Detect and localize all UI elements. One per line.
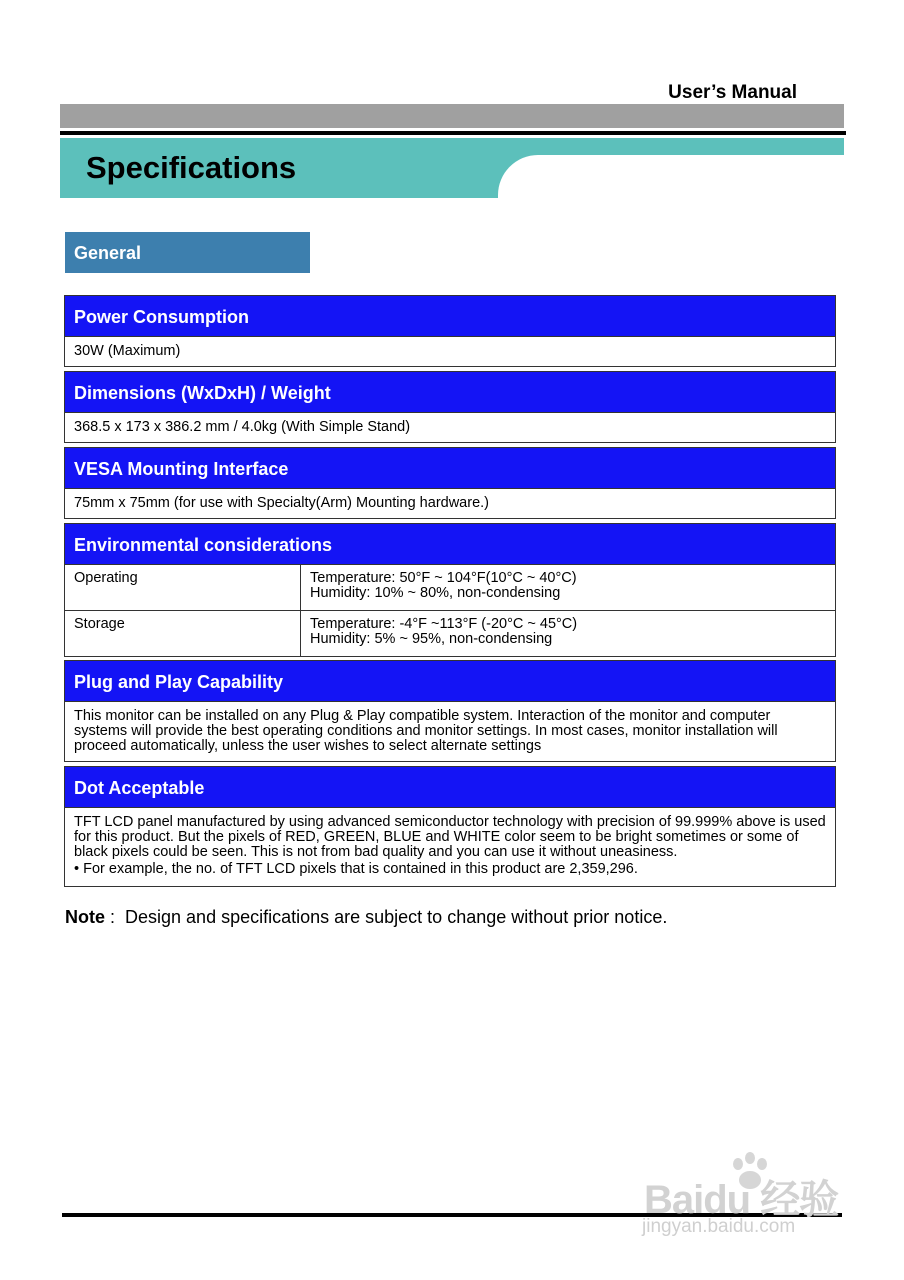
power-consumption-title: Power Consumption (65, 296, 835, 337)
note-line (65, 907, 667, 928)
watermark-sub: jingyan.baidu.com (642, 1216, 796, 1237)
vesa-value: 75mm x 75mm (for use with Specialty(Arm) Mounting hardware.) (74, 495, 489, 511)
plug-play-title: Plug and Play Capability (65, 661, 835, 702)
vesa-block (64, 447, 836, 519)
env-storage-humidity: Humidity: 5% ~ 95%, non-condensing (310, 631, 553, 647)
env-value-storage (301, 611, 835, 656)
dimensions-title: Dimensions (WxDxH) / Weight (65, 372, 835, 413)
note-text: Design and specifications are subject to change without prior notice. (125, 907, 668, 927)
dot-acceptable-body (65, 808, 835, 886)
dot-acceptable-title: Dot Acceptable (65, 767, 835, 808)
env-row-operating (65, 565, 835, 610)
header-gray-band (60, 104, 844, 128)
dimensions-value: 368.5 x 173 x 386.2 mm / 4.0kg (With Simple Stand) (74, 419, 411, 435)
power-consumption-block (64, 295, 836, 367)
vesa-title: VESA Mounting Interface (65, 448, 835, 489)
manual-title: User’s Manual (668, 82, 797, 103)
watermark-main: Baidu 经验 (644, 1178, 839, 1222)
dimensions-block (64, 371, 836, 443)
environment-title: Environmental considerations (65, 524, 835, 565)
page-title: Specifications (86, 150, 297, 185)
note-separator: : (105, 907, 126, 927)
plug-play-block (64, 660, 836, 762)
dot-acceptable-bullet: • For example, the no. of TFT LCD pixels that is contained in this product are 2,359,296. (74, 861, 638, 877)
env-operating-humidity: Humidity: 10% ~ 80%, non-condensing (310, 585, 561, 601)
section-tab-general: General (65, 232, 310, 273)
environment-block (64, 523, 836, 657)
dot-acceptable-block (64, 766, 836, 887)
env-operating-temperature: Temperature: 50°F ~ 104°F(10°C ~ 40°C) (310, 570, 577, 586)
plug-play-value: This monitor can be installed on any Plug & Play compatible system. Interaction of the monitor and computer systems will provide the best operating conditions and monitor settings. In most cases, monitor installation will proceed automatically, unless the user wishes to select alternate settings (74, 708, 778, 754)
env-label-operating: Operating (65, 565, 301, 610)
env-storage-temperature: Temperature: -4°F ~113°F (-20°C ~ 45°C) (310, 616, 578, 632)
env-value-operating (301, 565, 835, 610)
title-banner-strip (498, 138, 844, 155)
title-banner-curve (498, 155, 538, 198)
header-divider (60, 131, 846, 135)
env-label-storage: Storage (65, 611, 301, 656)
dot-acceptable-value: TFT LCD panel manufactured by using advanced semiconductor technology with precision of 99.999% above is used for this product. But the pixels of RED, GREEN, BLUE and WHITE color seem to be bright sometimes or some of black pixels could be seen. This is not from bad quality and you can use it without uneasiness. (74, 814, 826, 860)
note-label: Note (65, 907, 105, 927)
watermark (640, 1150, 850, 1250)
env-row-storage (65, 610, 835, 656)
power-consumption-value: 30W (Maximum) (74, 343, 181, 359)
